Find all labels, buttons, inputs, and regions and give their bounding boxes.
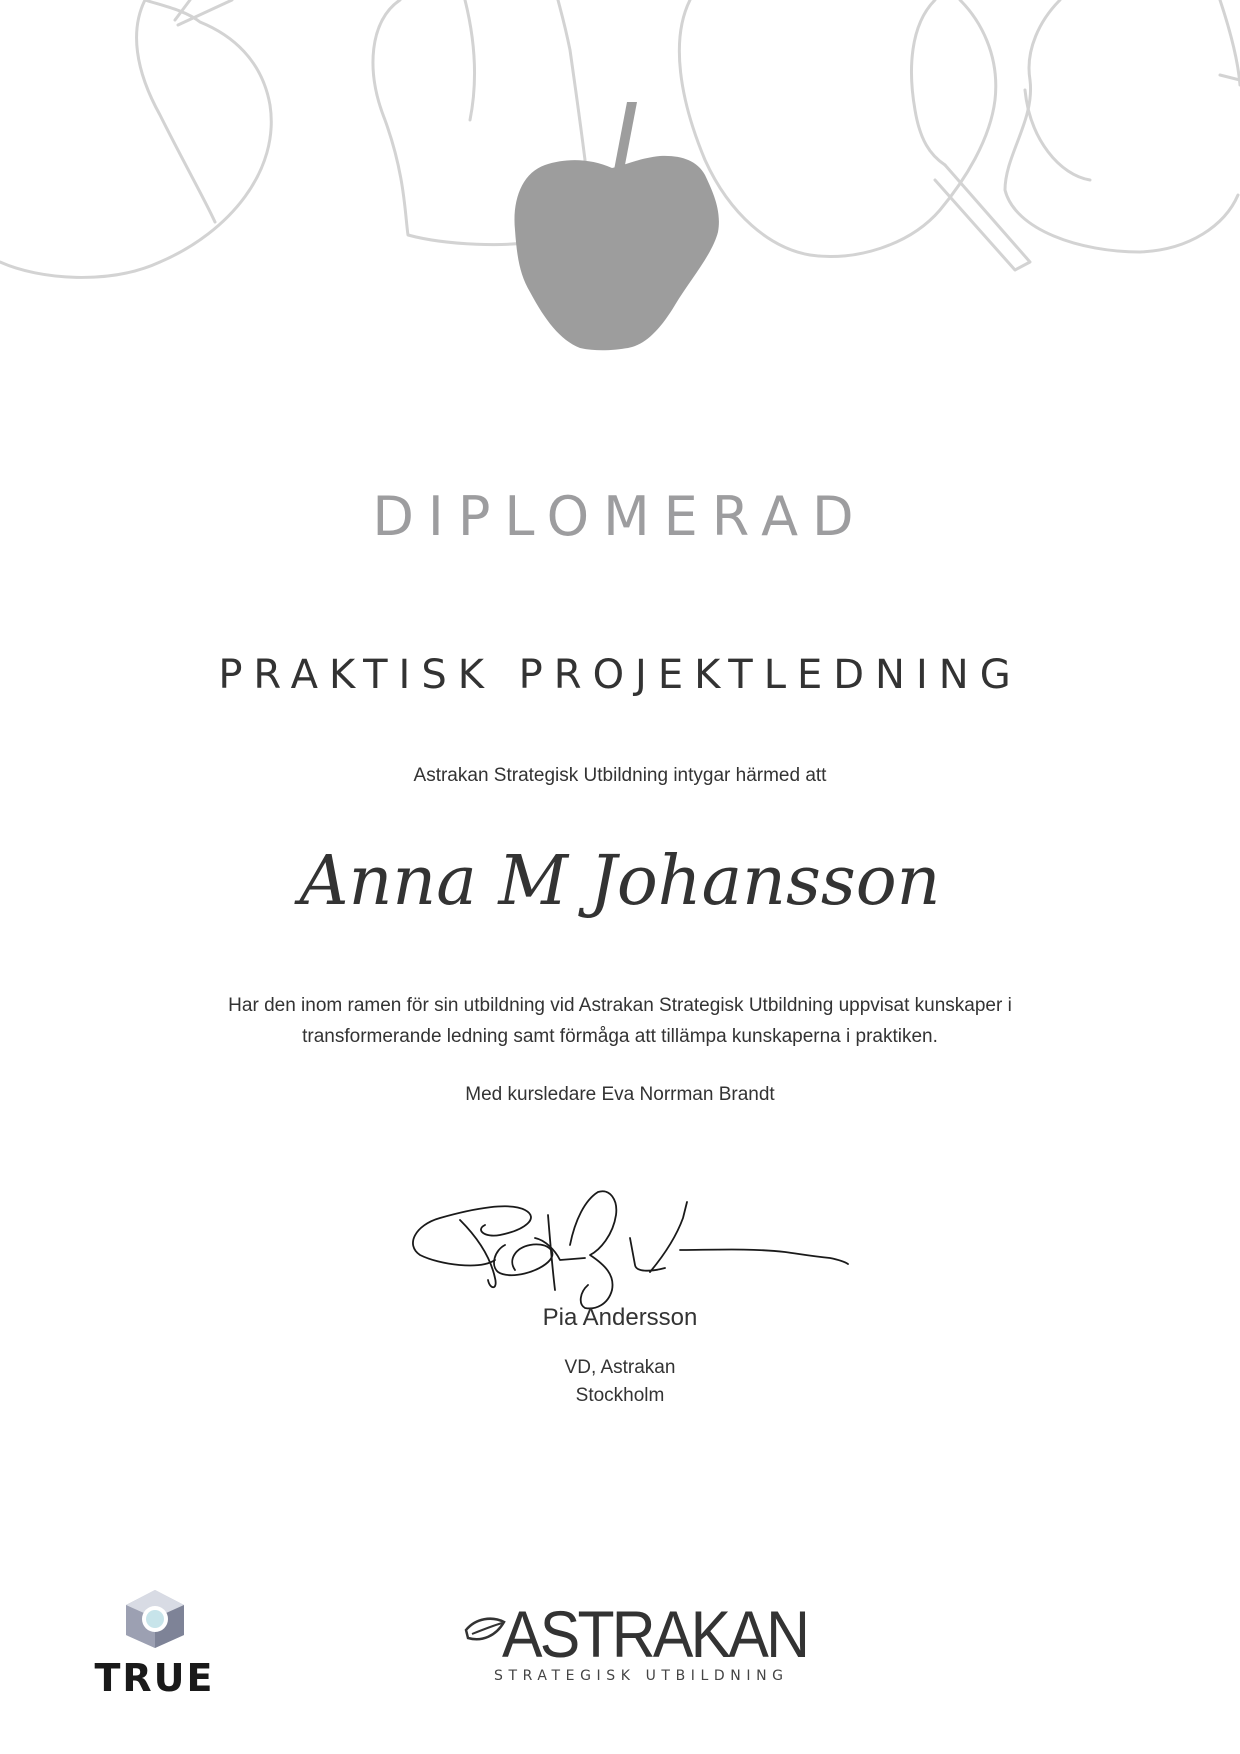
true-cube-icon — [122, 1588, 188, 1650]
true-logo-text: TRUE — [94, 1656, 215, 1700]
signatory-details — [0, 1354, 1240, 1410]
course-leader-text: Med kursledare Eva Norrman Brandt — [465, 1084, 775, 1105]
astrakan-name: ASTRAKAN — [502, 1597, 808, 1671]
astrakan-tagline: STRATEGISK UTBILDNING — [494, 1668, 789, 1684]
diploma-heading: DIPLOMERAD — [372, 485, 868, 548]
course-title: PRAKTISK PROJEKTLEDNING — [218, 652, 1022, 698]
certificate-body-text: Har den inom ramen för sin utbildning vid Astrakan Strategisk Utbildning uppvisat kunskaper i transformerande ledning samt förmåga att tillämpa kunskaperna i praktiken. — [228, 995, 1012, 1047]
apple-outline-decoration — [0, 0, 1240, 360]
recipient-name: Anna M Johansson — [299, 842, 941, 921]
apple-icon — [514, 102, 718, 350]
signatory-name: Pia Andersson — [542, 1304, 698, 1331]
signatory-location: Stockholm — [575, 1385, 665, 1406]
true-logo — [92, 1588, 217, 1700]
intro-text: Astrakan Strategisk Utbildning intygar härmed att — [413, 765, 827, 786]
signatory-title: VD, Astrakan — [564, 1357, 676, 1378]
